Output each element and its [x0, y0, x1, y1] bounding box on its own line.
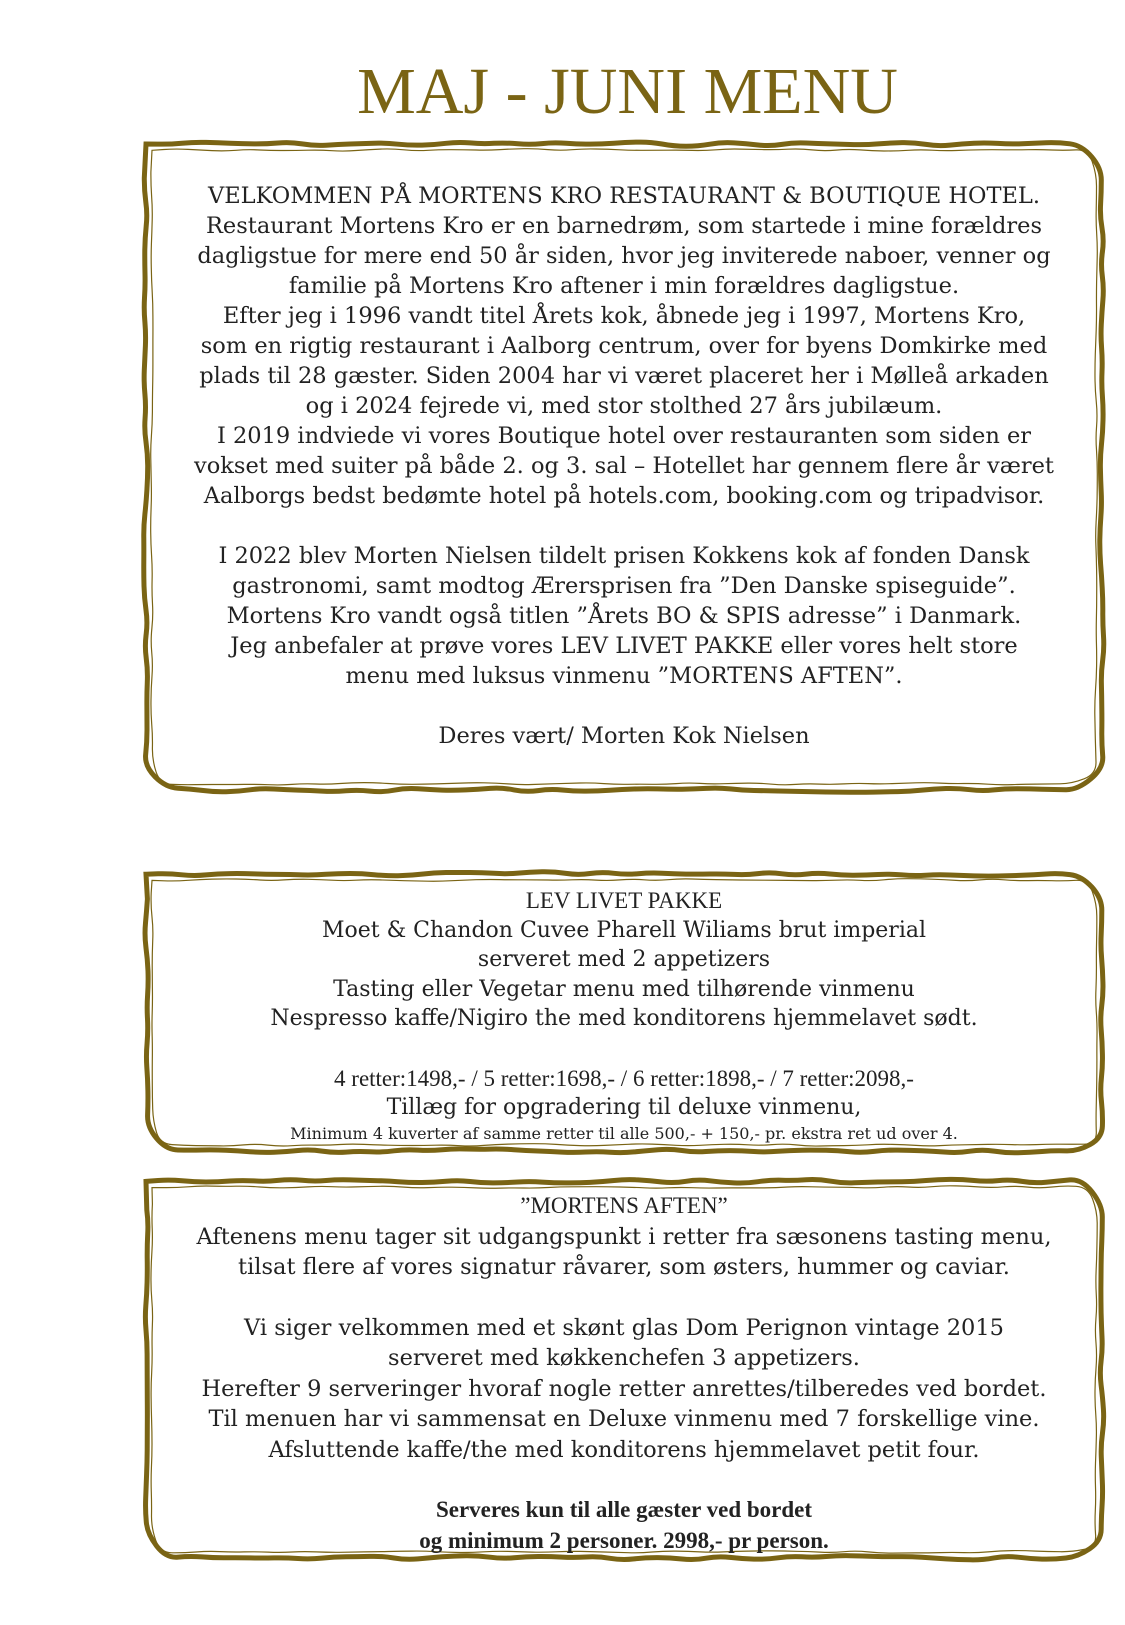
lev-livet-text — [143, 886, 1105, 1145]
spacer — [143, 691, 1105, 721]
welcome-line: og i 2024 fejrede vi, med stor stolthed 27 års jubilæum. — [305, 393, 943, 419]
mortens-aften-line: Til menuen har vi sammensat en Deluxe vinmenu med 7 forskellige vine. — [208, 1406, 1040, 1432]
page-title: MAJ - JUNI MENU — [357, 55, 898, 128]
welcome-line: familie på Mortens Kro aftener i min forældres dagligstue. — [288, 273, 960, 299]
mortens-aften-heading: ”MORTENS AFTEN” — [520, 1193, 728, 1218]
welcome-line: som en rigtig restaurant i Aalborg centrum, over for byens Domkirke med — [200, 333, 1048, 359]
lev-livet-note: Minimum 4 kuverter af samme retter til alle 500,- + 150,- pr. ekstra ret ud over 4. — [290, 1123, 958, 1143]
welcome-line: Efter jeg i 1996 vandt titel Årets kok, åbnede jeg i 1997, Mortens Kro, — [222, 303, 1026, 329]
spacer — [143, 1034, 1105, 1064]
mortens-aften-line: serveret med køkkenchefen 3 appetizers. — [388, 1345, 860, 1371]
signature-line: Deres vært/ Morten Kok Nielsen — [438, 723, 810, 749]
spacer — [143, 1283, 1105, 1313]
mortens-aften-footer-line: og minimum 2 personer. 2998,- pr person. — [419, 1527, 829, 1553]
lev-livet-heading: LEV LIVET PAKKE — [525, 888, 723, 913]
mortens-aften-line: Herefter 9 serveringer hvoraf nogle retter anrettes/tilberedes ved bordet. — [201, 1375, 1047, 1402]
lev-livet-upgrade: Tillæg for opgradering til deluxe vinmenu, — [386, 1095, 862, 1120]
lev-livet-line: Nespresso kaffe/Nigiro the med konditorens hjemmelavet sødt. — [270, 1006, 978, 1031]
mortens-aften-footer-line: Serveres kun til alle gæster ved bordet — [435, 1497, 813, 1522]
lev-livet-line: serveret med 2 appetizers — [477, 947, 771, 972]
welcome-line: Aalborgs bedst bedømte hotel på hotels.com, booking.com og tripadvisor. — [203, 483, 1045, 509]
welcome-line: menu med luksus vinmenu ”MORTENS AFTEN”. — [345, 663, 903, 689]
welcome-line: Mortens Kro vandt også titlen ”Årets BO & SPIS adresse” i Danmark. — [226, 603, 1022, 629]
mortens-aften-line: Vi siger velkommen med et skønt glas Dom Perignon vintage 2015 — [244, 1314, 1004, 1341]
mortens-aften-line: Afsluttende kaffe/the med konditorens hjemmelavet petit four. — [268, 1436, 980, 1463]
lev-livet-line: Tasting eller Vegetar menu med tilhørende vinmenu — [333, 976, 915, 1002]
spacer — [143, 511, 1105, 541]
welcome-line: Restaurant Mortens Kro er en barnedrøm, som startede i mine forældres — [205, 213, 1043, 239]
welcome-frame — [143, 141, 1105, 793]
welcome-line: Jeg anbefaler at prøve vores LEV LIVET PAKKE eller vores helt store — [230, 633, 1018, 659]
welcome-line: I 2022 blev Morten Nielsen tildelt prisen Kokkens kok af fonden Dansk — [218, 543, 1030, 569]
welcome-line: dagligstue for mere end 50 år siden, hvor jeg inviterede naboer, venner og — [197, 243, 1051, 269]
mortens-aften-frame — [143, 1178, 1105, 1561]
lev-livet-frame — [143, 871, 1105, 1154]
welcome-line: gastronomi, samt modtog Ærersprisen fra ”Den Danske spiseguide”. — [232, 573, 1016, 599]
spacer — [143, 1465, 1105, 1495]
welcome-line: VELKOMMEN PÅ MORTENS KRO RESTAURANT & BOUTIQUE HOTEL. — [207, 183, 1041, 209]
lev-livet-line: Moet & Chandon Cuvee Pharell Wiliams brut imperial — [321, 917, 927, 943]
welcome-line: plads til 28 gæster. Siden 2004 har vi været placeret her i Mølleå arkaden — [199, 363, 1049, 389]
mortens-aften-line: tilsat flere af vores signatur råvarer, som østers, hummer og caviar. — [238, 1254, 1010, 1280]
welcome-text — [143, 181, 1105, 751]
mortens-aften-text — [143, 1191, 1105, 1556]
lev-livet-prices: 4 retter:1498,- / 5 retter:1698,- / 6 retter:1898,- / 7 retter:2098,- — [334, 1065, 914, 1091]
welcome-line: I 2019 indviede vi vores Boutique hotel over restauranten som siden er — [216, 423, 1032, 449]
mortens-aften-line: Aftenens menu tager sit udgangspunkt i retter fra sæsonens tasting menu, — [196, 1223, 1052, 1250]
welcome-line: vokset med suiter på både 2. og 3. sal – Hotellet har gennem flere år været — [194, 453, 1054, 479]
